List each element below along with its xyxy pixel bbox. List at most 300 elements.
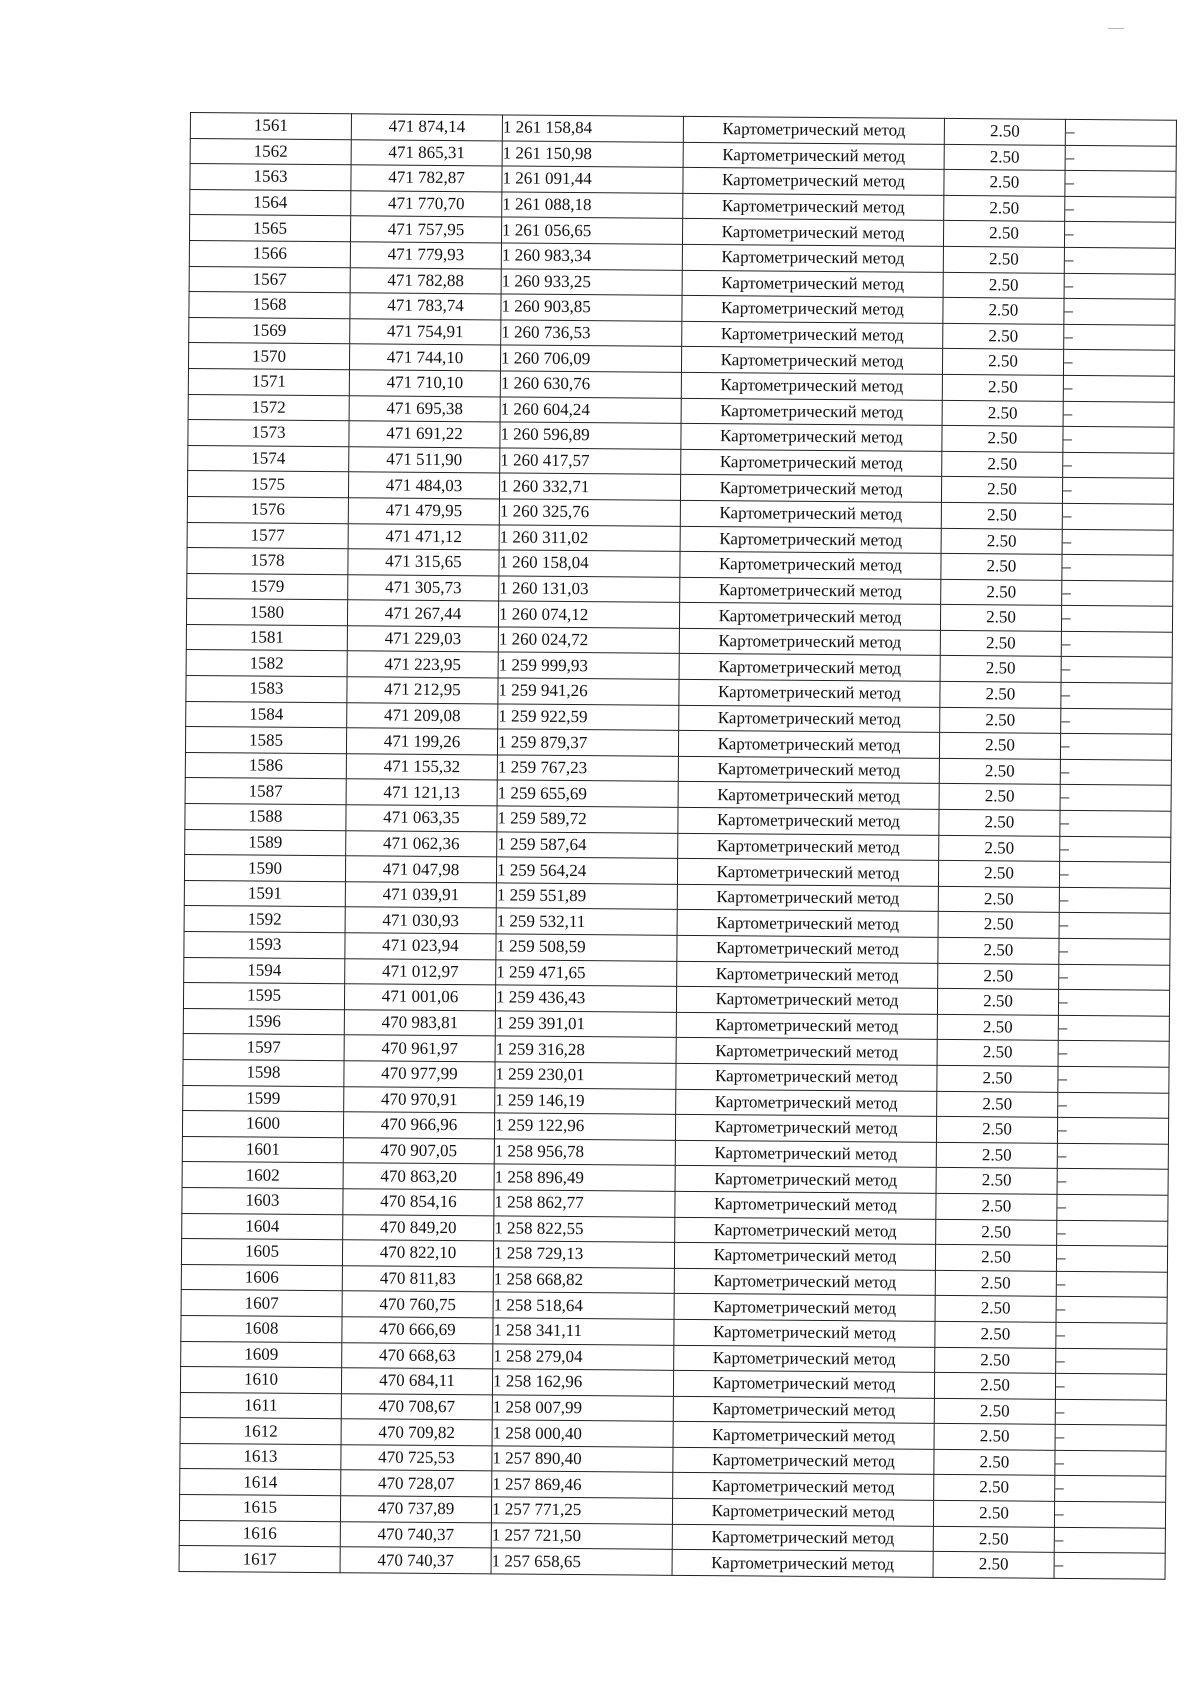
method-cell: Картометрический метод [678, 756, 939, 784]
method-cell: Картометрический метод [680, 577, 941, 605]
y-coordinate-cell: 1 259 532,11 [496, 908, 677, 935]
x-coordinate-cell: 471 223,95 [347, 651, 498, 678]
x-coordinate-cell: 471 012,97 [345, 958, 496, 985]
x-coordinate-cell: 470 907,05 [343, 1137, 494, 1164]
method-cell: Картометрический метод [674, 1242, 935, 1270]
point-number-cell: 1615 [179, 1495, 340, 1522]
y-coordinate-cell: 1 257 869,46 [492, 1471, 673, 1498]
accuracy-cell: 2.50 [933, 1552, 1054, 1579]
accuracy-cell: 2.50 [942, 426, 1063, 453]
x-coordinate-cell: 470 854,16 [343, 1189, 494, 1216]
x-coordinate-cell: 471 511,90 [349, 446, 500, 473]
method-cell: Картометрический метод [679, 654, 940, 682]
y-coordinate-cell: 1 261 056,65 [501, 217, 682, 244]
x-coordinate-cell: 470 760,75 [342, 1291, 493, 1318]
accuracy-cell: 2.50 [938, 861, 1059, 888]
point-number-cell: 1571 [188, 368, 349, 395]
y-coordinate-cell: 1 259 564,24 [496, 857, 677, 884]
y-coordinate-cell: 1 258 729,13 [493, 1241, 674, 1268]
accuracy-cell: 2.50 [935, 1296, 1056, 1323]
accuracy-cell: 2.50 [944, 170, 1065, 197]
x-coordinate-cell: 471 209,08 [347, 702, 498, 729]
method-cell: Картометрический метод [673, 1473, 934, 1501]
point-number-cell: 1613 [180, 1443, 341, 1470]
description-cell: – [1055, 1476, 1166, 1502]
y-coordinate-cell: 1 259 508,59 [496, 934, 677, 961]
description-cell: – [1064, 273, 1175, 299]
y-coordinate-cell: 1 259 941,26 [498, 678, 679, 705]
method-cell: Картометрический метод [678, 807, 939, 835]
point-number-cell: 1577 [187, 522, 348, 549]
y-coordinate-cell: 1 258 000,40 [492, 1420, 673, 1447]
method-cell: Картометрический метод [683, 193, 944, 221]
description-cell: – [1061, 657, 1172, 683]
method-cell: Картометрический метод [679, 705, 940, 733]
x-coordinate-cell: 471 121,13 [346, 779, 497, 806]
method-cell: Картометрический метод [674, 1345, 935, 1373]
description-cell: – [1059, 887, 1170, 913]
point-number-cell: 1561 [190, 113, 351, 140]
method-cell: Картометрический метод [673, 1370, 934, 1398]
method-cell: Картометрический метод [674, 1268, 935, 1296]
x-coordinate-cell: 471 001,06 [344, 984, 495, 1011]
description-cell: – [1063, 426, 1174, 452]
x-coordinate-cell: 471 779,93 [350, 242, 501, 269]
point-number-cell: 1595 [183, 983, 344, 1010]
description-cell: – [1060, 836, 1171, 862]
x-coordinate-cell: 470 684,11 [341, 1368, 492, 1395]
x-coordinate-cell: 470 728,07 [341, 1470, 492, 1497]
method-cell: Картометрический метод [681, 398, 942, 426]
y-coordinate-cell: 1 258 162,96 [492, 1369, 673, 1396]
accuracy-cell: 2.50 [944, 195, 1065, 222]
accuracy-cell: 2.50 [938, 937, 1059, 964]
y-coordinate-cell: 1 259 316,28 [495, 1036, 676, 1063]
method-cell: Картометрический метод [682, 296, 943, 324]
x-coordinate-cell: 470 666,69 [342, 1317, 493, 1344]
description-cell: – [1061, 708, 1172, 734]
accuracy-cell: 2.50 [942, 349, 1063, 376]
description-cell: – [1056, 1348, 1167, 1374]
y-coordinate-cell: 1 260 630,76 [500, 371, 681, 398]
x-coordinate-cell: 471 315,65 [348, 549, 499, 576]
accuracy-cell: 2.50 [940, 656, 1061, 683]
description-cell: – [1059, 964, 1170, 990]
x-coordinate-cell: 471 030,93 [345, 907, 496, 934]
x-coordinate-cell: 471 783,74 [350, 293, 501, 320]
accuracy-cell: 2.50 [937, 1040, 1058, 1067]
x-coordinate-cell: 471 023,94 [345, 933, 496, 960]
description-cell: – [1059, 913, 1170, 939]
point-number-cell: 1578 [187, 548, 348, 575]
point-number-cell: 1585 [185, 727, 346, 754]
description-cell: – [1061, 606, 1172, 632]
point-number-cell: 1611 [180, 1392, 341, 1419]
y-coordinate-cell: 1 257 890,40 [492, 1446, 673, 1473]
accuracy-cell: 2.50 [938, 912, 1059, 939]
method-cell: Картометрический метод [677, 910, 938, 938]
method-cell: Картометрический метод [675, 1166, 936, 1194]
x-coordinate-cell: 471 047,98 [345, 856, 496, 883]
description-cell: – [1064, 299, 1175, 325]
y-coordinate-cell: 1 260 325,76 [499, 499, 680, 526]
y-coordinate-cell: 1 258 518,64 [493, 1292, 674, 1319]
x-coordinate-cell: 471 874,14 [351, 114, 502, 141]
description-cell: – [1065, 171, 1176, 197]
y-coordinate-cell: 1 259 230,01 [495, 1062, 676, 1089]
method-cell: Картометрический метод [681, 449, 942, 477]
description-cell: – [1062, 503, 1173, 529]
description-cell: – [1059, 938, 1170, 964]
description-cell: – [1056, 1322, 1167, 1348]
method-cell: Картометрический метод [683, 168, 944, 196]
method-cell: Картометрический метод [672, 1524, 933, 1552]
y-coordinate-cell: 1 259 587,64 [497, 832, 678, 859]
description-cell: – [1055, 1373, 1166, 1399]
point-number-cell: 1575 [187, 471, 348, 498]
method-cell: Картометрический метод [680, 551, 941, 579]
point-number-cell: 1598 [183, 1059, 344, 1086]
y-coordinate-cell: 1 260 706,09 [500, 345, 681, 372]
x-coordinate-cell: 471 710,10 [349, 370, 500, 397]
accuracy-cell: 2.50 [943, 272, 1064, 299]
description-cell: – [1062, 554, 1173, 580]
accuracy-cell: 2.50 [939, 835, 1060, 862]
point-number-cell: 1564 [190, 189, 351, 216]
accuracy-cell: 2.50 [940, 681, 1061, 708]
x-coordinate-cell: 471 229,03 [347, 626, 498, 653]
accuracy-cell: 2.50 [941, 528, 1062, 555]
x-coordinate-cell: 470 668,63 [342, 1342, 493, 1369]
accuracy-cell: 2.50 [937, 1091, 1058, 1118]
method-cell: Картометрический метод [677, 935, 938, 963]
y-coordinate-cell: 1 259 146,19 [495, 1087, 676, 1114]
description-cell: – [1055, 1450, 1166, 1476]
method-cell: Картометрический метод [675, 1191, 936, 1219]
y-coordinate-cell: 1 258 862,77 [494, 1190, 675, 1217]
y-coordinate-cell: 1 261 150,98 [502, 141, 683, 168]
x-coordinate-cell: 470 709,82 [341, 1419, 492, 1446]
method-cell: Картометрический метод [679, 679, 940, 707]
point-number-cell: 1593 [184, 931, 345, 958]
point-number-cell: 1562 [190, 138, 351, 165]
accuracy-cell: 2.50 [941, 502, 1062, 529]
method-cell: Картометрический метод [679, 603, 940, 631]
method-cell: Картометрический метод [681, 347, 942, 375]
y-coordinate-cell: 1 259 436,43 [495, 985, 676, 1012]
description-cell: – [1055, 1399, 1166, 1425]
description-cell: – [1065, 196, 1176, 222]
accuracy-cell: 2.50 [942, 374, 1063, 401]
point-number-cell: 1604 [182, 1213, 343, 1240]
accuracy-cell: 2.50 [942, 400, 1063, 427]
y-coordinate-cell: 1 261 088,18 [502, 192, 683, 219]
coordinates-table-body [179, 113, 1176, 1580]
method-cell: Картометрический метод [681, 372, 942, 400]
y-coordinate-cell: 1 258 668,82 [493, 1267, 674, 1294]
y-coordinate-cell: 1 260 604,24 [500, 396, 681, 423]
point-number-cell: 1597 [183, 1034, 344, 1061]
method-cell: Картометрический метод [677, 884, 938, 912]
method-cell: Картометрический метод [676, 987, 937, 1015]
description-cell: – [1060, 785, 1171, 811]
accuracy-cell: 2.50 [936, 1219, 1057, 1246]
coordinates-table [179, 112, 1177, 1580]
accuracy-cell: 2.50 [939, 758, 1060, 785]
point-number-cell: 1592 [184, 906, 345, 933]
accuracy-cell: 2.50 [933, 1526, 1054, 1553]
coordinates-table-wrapper [179, 112, 1170, 1579]
y-coordinate-cell: 1 260 158,04 [499, 550, 680, 577]
x-coordinate-cell: 471 199,26 [346, 728, 497, 755]
x-coordinate-cell: 471 691,22 [349, 421, 500, 448]
accuracy-cell: 2.50 [934, 1398, 1055, 1425]
description-cell: – [1054, 1527, 1165, 1553]
method-cell: Картометрический метод [673, 1396, 934, 1424]
x-coordinate-cell: 470 961,97 [344, 1035, 495, 1062]
method-cell: Картометрический метод [676, 1038, 937, 1066]
scan-edge-mark [1108, 28, 1124, 29]
accuracy-cell: 2.50 [935, 1270, 1056, 1297]
point-number-cell: 1572 [188, 394, 349, 421]
x-coordinate-cell: 470 977,99 [344, 1061, 495, 1088]
point-number-cell: 1616 [179, 1520, 340, 1547]
accuracy-cell: 2.50 [937, 1014, 1058, 1041]
point-number-cell: 1569 [189, 317, 350, 344]
y-coordinate-cell: 1 259 122,96 [494, 1113, 675, 1140]
description-cell: – [1062, 478, 1173, 504]
description-cell: – [1064, 324, 1175, 350]
description-cell: – [1057, 1143, 1168, 1169]
y-coordinate-cell: 1 259 551,89 [496, 883, 677, 910]
method-cell: Картометрический метод [682, 270, 943, 298]
description-cell: – [1063, 375, 1174, 401]
method-cell: Картометрический метод [677, 859, 938, 887]
method-cell: Картометрический метод [680, 475, 941, 503]
y-coordinate-cell: 1 259 471,65 [496, 960, 677, 987]
accuracy-cell: 2.50 [939, 809, 1060, 836]
y-coordinate-cell: 1 259 767,23 [497, 755, 678, 782]
description-cell: – [1060, 810, 1171, 836]
method-cell: Картометрический метод [678, 782, 939, 810]
description-cell: – [1054, 1553, 1165, 1579]
y-coordinate-cell: 1 259 999,93 [498, 652, 679, 679]
point-number-cell: 1596 [183, 1008, 344, 1035]
x-coordinate-cell: 471 754,91 [350, 319, 501, 346]
x-coordinate-cell: 470 966,96 [343, 1112, 494, 1139]
accuracy-cell: 2.50 [943, 221, 1064, 248]
description-cell: – [1063, 452, 1174, 478]
x-coordinate-cell: 471 479,95 [348, 498, 499, 525]
description-cell: – [1058, 1041, 1169, 1067]
description-cell: – [1061, 631, 1172, 657]
accuracy-cell: 2.50 [937, 989, 1058, 1016]
description-cell: – [1056, 1297, 1167, 1323]
description-cell: – [1064, 222, 1175, 248]
x-coordinate-cell: 470 811,83 [342, 1265, 493, 1292]
description-cell: – [1057, 1169, 1168, 1195]
point-number-cell: 1610 [180, 1367, 341, 1394]
method-cell: Картометрический метод [673, 1422, 934, 1450]
point-number-cell: 1589 [185, 829, 346, 856]
accuracy-cell: 2.50 [934, 1475, 1055, 1502]
description-cell: – [1064, 247, 1175, 273]
point-number-cell: 1581 [186, 624, 347, 651]
description-cell: – [1058, 990, 1169, 1016]
description-cell: – [1061, 682, 1172, 708]
accuracy-cell: 2.50 [943, 246, 1064, 273]
point-number-cell: 1617 [179, 1546, 340, 1573]
method-cell: Картометрический метод [676, 1012, 937, 1040]
description-cell: – [1065, 145, 1176, 171]
point-number-cell: 1582 [186, 650, 347, 677]
point-number-cell: 1566 [189, 240, 350, 267]
y-coordinate-cell: 1 258 956,78 [494, 1139, 675, 1166]
y-coordinate-cell: 1 258 822,55 [494, 1215, 675, 1242]
x-coordinate-cell: 471 757,95 [350, 216, 501, 243]
y-coordinate-cell: 1 260 074,12 [498, 601, 679, 628]
point-number-cell: 1587 [185, 778, 346, 805]
x-coordinate-cell: 471 155,32 [346, 754, 497, 781]
point-number-cell: 1580 [186, 599, 347, 626]
point-number-cell: 1576 [187, 496, 348, 523]
point-number-cell: 1570 [188, 343, 349, 370]
description-cell: – [1058, 1066, 1169, 1092]
point-number-cell: 1602 [182, 1162, 343, 1189]
y-coordinate-cell: 1 260 736,53 [501, 320, 682, 347]
accuracy-cell: 2.50 [940, 605, 1061, 632]
y-coordinate-cell: 1 260 024,72 [498, 627, 679, 654]
method-cell: Картометрический метод [679, 628, 940, 656]
accuracy-cell: 2.50 [938, 886, 1059, 913]
point-number-cell: 1607 [181, 1290, 342, 1317]
accuracy-cell: 2.50 [936, 1193, 1057, 1220]
accuracy-cell: 2.50 [940, 630, 1061, 657]
accuracy-cell: 2.50 [933, 1500, 1054, 1527]
method-cell: Картометрический метод [682, 321, 943, 349]
y-coordinate-cell: 1 260 131,03 [499, 576, 680, 603]
y-coordinate-cell: 1 259 879,37 [497, 729, 678, 756]
point-number-cell: 1601 [182, 1136, 343, 1163]
point-number-cell: 1579 [187, 573, 348, 600]
y-coordinate-cell: 1 260 332,71 [499, 473, 680, 500]
point-number-cell: 1600 [182, 1111, 343, 1138]
method-cell: Картометрический метод [674, 1294, 935, 1322]
description-cell: – [1055, 1425, 1166, 1451]
point-number-cell: 1568 [189, 292, 350, 319]
point-number-cell: 1567 [189, 266, 350, 293]
point-number-cell: 1612 [180, 1418, 341, 1445]
method-cell: Картометрический метод [676, 1089, 937, 1117]
y-coordinate-cell: 1 260 903,85 [501, 294, 682, 321]
accuracy-cell: 2.50 [939, 733, 1060, 760]
x-coordinate-cell: 471 212,95 [347, 677, 498, 704]
description-cell: – [1057, 1220, 1168, 1246]
x-coordinate-cell: 471 267,44 [347, 600, 498, 627]
method-cell: Картометрический метод [678, 833, 939, 861]
accuracy-cell: 2.50 [936, 1117, 1057, 1144]
x-coordinate-cell: 470 863,20 [343, 1163, 494, 1190]
y-coordinate-cell: 1 260 596,89 [500, 422, 681, 449]
x-coordinate-cell: 471 782,87 [351, 165, 502, 192]
x-coordinate-cell: 471 770,70 [351, 191, 502, 218]
method-cell: Картометрический метод [682, 219, 943, 247]
y-coordinate-cell: 1 259 391,01 [495, 1011, 676, 1038]
description-cell: – [1060, 759, 1171, 785]
description-cell: – [1065, 119, 1176, 145]
x-coordinate-cell: 470 740,37 [340, 1521, 491, 1548]
x-coordinate-cell: 471 782,88 [350, 267, 501, 294]
y-coordinate-cell: 1 258 896,49 [494, 1164, 675, 1191]
method-cell: Картометрический метод [673, 1447, 934, 1475]
x-coordinate-cell: 471 305,73 [348, 574, 499, 601]
method-cell: Картометрический метод [676, 1063, 937, 1091]
x-coordinate-cell: 470 740,37 [340, 1547, 491, 1574]
y-coordinate-cell: 1 259 922,59 [498, 704, 679, 731]
method-cell: Картометрический метод [675, 1217, 936, 1245]
description-cell: – [1058, 1015, 1169, 1041]
description-cell: – [1059, 862, 1170, 888]
description-cell: – [1056, 1245, 1167, 1271]
y-coordinate-cell: 1 257 658,65 [491, 1548, 672, 1575]
x-coordinate-cell: 470 983,81 [344, 1010, 495, 1037]
description-cell: – [1063, 401, 1174, 427]
point-number-cell: 1584 [186, 701, 347, 728]
point-number-cell: 1603 [182, 1187, 343, 1214]
x-coordinate-cell: 471 695,38 [349, 395, 500, 422]
accuracy-cell: 2.50 [936, 1168, 1057, 1195]
accuracy-cell: 2.50 [938, 963, 1059, 990]
description-cell: – [1056, 1271, 1167, 1297]
x-coordinate-cell: 470 737,89 [340, 1496, 491, 1523]
method-cell: Картометрический метод [678, 731, 939, 759]
point-number-cell: 1574 [188, 445, 349, 472]
method-cell: Картометрический метод [677, 961, 938, 989]
method-cell: Картометрический метод [680, 526, 941, 554]
accuracy-cell: 2.50 [936, 1142, 1057, 1169]
y-coordinate-cell: 1 261 091,44 [502, 166, 683, 193]
method-cell: Картометрический метод [672, 1550, 933, 1578]
point-number-cell: 1565 [189, 215, 350, 242]
accuracy-cell: 2.50 [935, 1245, 1056, 1272]
description-cell: – [1058, 1092, 1169, 1118]
description-cell: – [1063, 350, 1174, 376]
y-coordinate-cell: 1 260 933,25 [501, 269, 682, 296]
point-number-cell: 1594 [184, 957, 345, 984]
point-number-cell: 1591 [184, 880, 345, 907]
accuracy-cell: 2.50 [940, 707, 1061, 734]
accuracy-cell: 2.50 [934, 1372, 1055, 1399]
x-coordinate-cell: 470 849,20 [343, 1214, 494, 1241]
x-coordinate-cell: 471 063,35 [346, 805, 497, 832]
accuracy-cell: 2.50 [934, 1449, 1055, 1476]
point-number-cell: 1614 [180, 1469, 341, 1496]
description-cell: – [1057, 1118, 1168, 1144]
accuracy-cell: 2.50 [935, 1321, 1056, 1348]
point-number-cell: 1588 [185, 804, 346, 831]
method-cell: Картометрический метод [675, 1140, 936, 1168]
x-coordinate-cell: 470 725,53 [341, 1445, 492, 1472]
y-coordinate-cell: 1 259 589,72 [497, 806, 678, 833]
accuracy-cell: 2.50 [942, 451, 1063, 478]
method-cell: Картометрический метод [675, 1115, 936, 1143]
y-coordinate-cell: 1 257 721,50 [491, 1523, 672, 1550]
method-cell: Картометрический метод [681, 423, 942, 451]
x-coordinate-cell: 471 865,31 [351, 139, 502, 166]
point-number-cell: 1590 [184, 855, 345, 882]
x-coordinate-cell: 470 970,91 [344, 1086, 495, 1113]
x-coordinate-cell: 471 744,10 [349, 344, 500, 371]
